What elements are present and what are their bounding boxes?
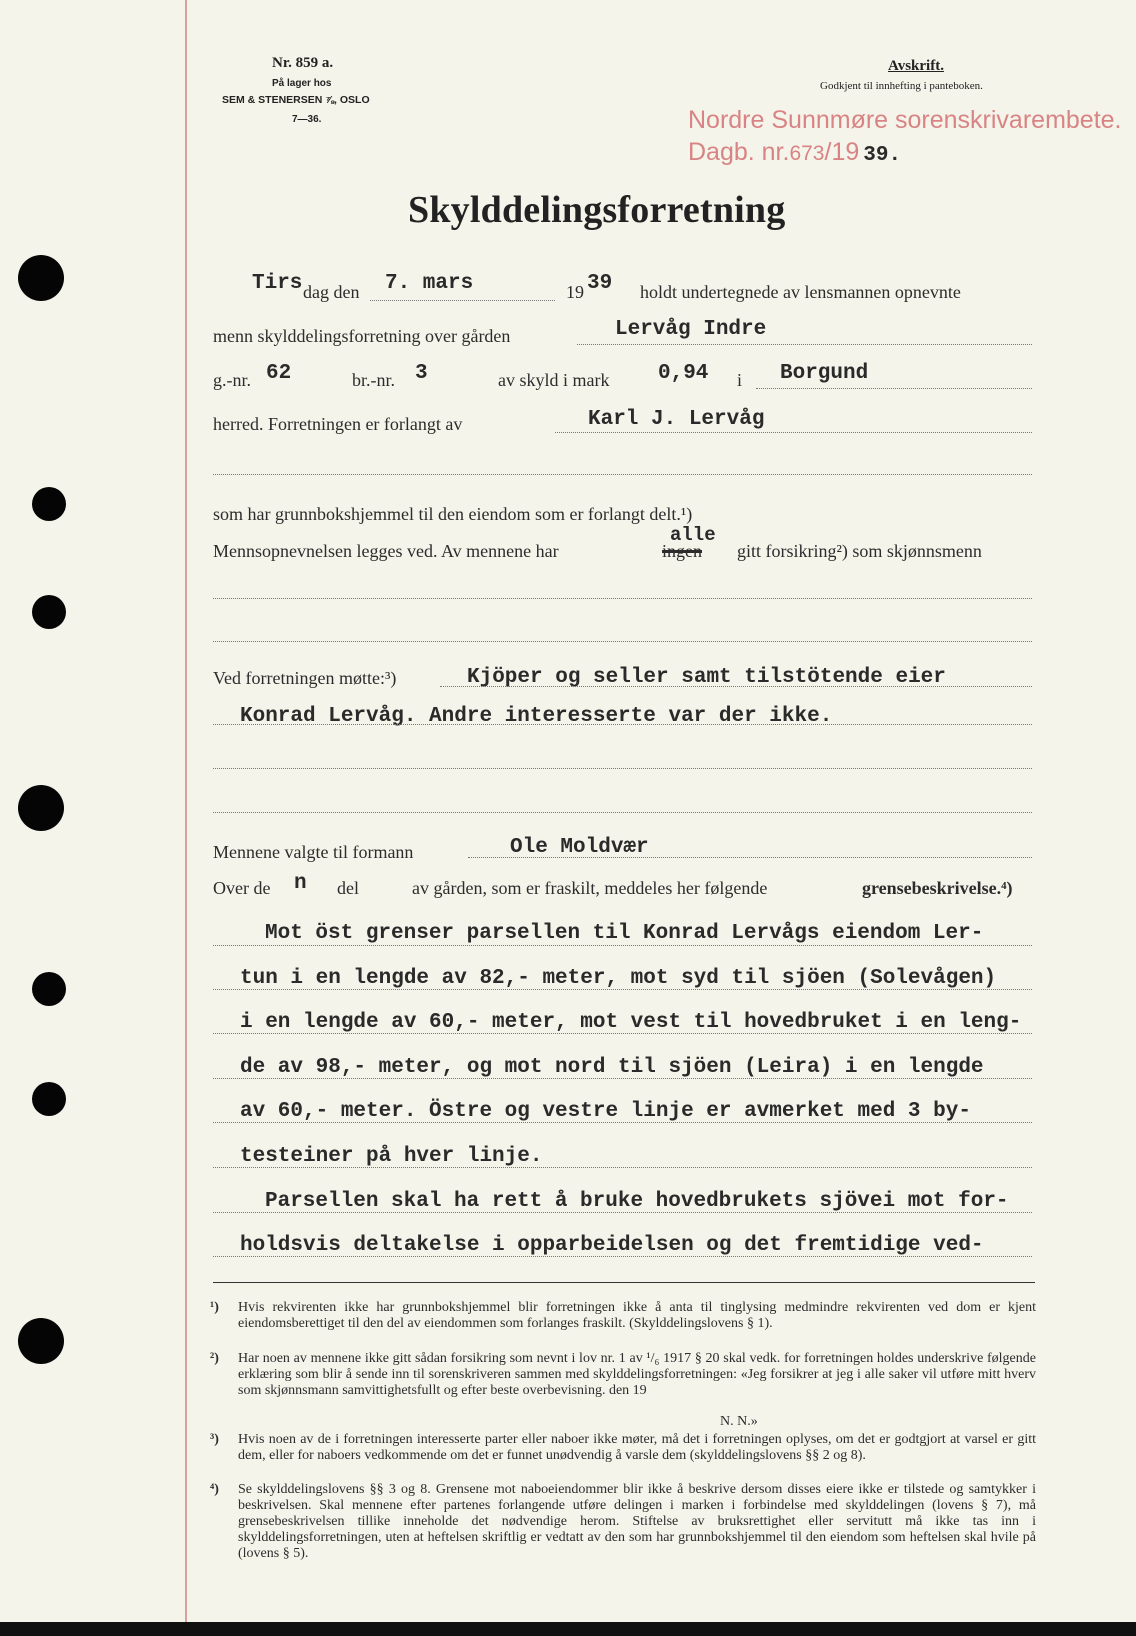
weekday-suffix: dag den (303, 282, 360, 302)
fill-line (213, 641, 1032, 642)
attended-line: Konrad Lervåg. Andre interesserte var der ikke. (240, 705, 833, 728)
fill-line (213, 1212, 1032, 1213)
fill-line (213, 598, 1032, 599)
fill-line (213, 1122, 1032, 1123)
journal-prefix: Dagb. nr. (688, 138, 790, 166)
fill-line (213, 1167, 1032, 1168)
boundary-intro: av gården, som er fraskilt, meddeles her følgende (412, 878, 768, 898)
del-label: del (337, 878, 359, 898)
publisher-date: 7—36. (292, 114, 322, 125)
opnevnelse-inserted: alle (670, 524, 716, 546)
year-typed: 39 (587, 272, 613, 295)
fill-line (468, 857, 1032, 858)
weekday-typed: Tirs (252, 272, 303, 295)
punch-hole (18, 785, 64, 831)
over-label: Over de (213, 878, 271, 898)
fill-line (213, 1033, 1032, 1034)
bnr-label: br.-nr. (352, 370, 395, 390)
journal-year-prefix: /19 (824, 138, 860, 166)
scan-edge (0, 1622, 1136, 1636)
copy-label: Avskrift. (888, 58, 944, 74)
attended-line: Kjöper og seller samt tilstötende eier (467, 666, 946, 689)
office-stamp: Nordre Sunnmøre sorenskrivarembete. (688, 106, 1122, 134)
opnevnelse-text: Mennsopnevnelsen legges ved. Av mennene har (213, 541, 559, 561)
footnote-rule (213, 1282, 1035, 1283)
punch-hole (18, 255, 64, 301)
opnevnelse-struck: ingen (662, 541, 702, 561)
requester: Karl J. Lervåg (588, 408, 765, 431)
over-value: n (294, 872, 307, 895)
document-title: Skylddelingsforretning (408, 189, 786, 231)
footnote-text: Se skylddelingslovens §§ 3 og 8. Grensene mot naboeiendommer blir ikke å beskrive dersom disses eiere ikke er tilstede og samtykker i beskrivelsen. Skal mennene efter partenes forlangende utføre delingen i marken i forbindelse med skylddelingen (lovens § 7), må grensebeskrivelsen tillike inneholde det nødvendige herom. Stiftelse av bruksrettighet eller servitutt må ikke tas inn i skylddelingsforretningen, uten at heftelsen skriftlig er vedtatt av den som har grunnbokshjemmel til den eiendom som heftelsen skal hvile på (lovens § 5). (238, 1482, 1036, 1561)
held-text: holdt undertegnede av lensmannen opnevnte (640, 282, 961, 302)
publisher-line: På lager hos (272, 78, 332, 89)
chairman-name: Ole Moldvær (510, 836, 649, 859)
fill-line (756, 388, 1032, 389)
publisher-name: SEM & STENERSEN ⅞, OSLO (222, 94, 370, 106)
bnr-value: 3 (415, 362, 428, 385)
punch-hole (32, 487, 66, 521)
fill-line (213, 1256, 1032, 1257)
gnr-value: 62 (266, 362, 292, 385)
boundary-line: i en lengde av 60,- meter, mot vest til hovedbruket i en leng- (240, 1011, 1022, 1034)
footnote-text: Har noen av mennene ikke gitt sådan forsikring som nevnt i lov nr. 1 av ¹/₆ 1917 § 20 skal vedk. for forretningen holdes underskrive følgende erklæring som blir å sende inn til sorenskriveren sammen med skylddelingsforretningen: «Jeg forsikrer at jeg i alle saker vil utføre mitt hverv som skjønnsmann samvittighetsfullt og efter beste overbevisning. den 19 (238, 1351, 1036, 1398)
fill-line (213, 989, 1032, 990)
fill-line (440, 686, 1032, 687)
footnote-text: Hvis rekvirenten ikke har grunnbokshjemmel blir forretningen ikke å anta til tinglysing medmindre rekvirenten ved dom er kjent eiendomsberettiget til den del av eiendommen som forlanges fraskilt. (Skylddelingslovens § 1). (238, 1300, 1036, 1331)
punch-hole (18, 1318, 64, 1364)
footnote-signature-text: N. N.» (720, 1414, 758, 1429)
margin-rule (185, 0, 187, 1636)
journal-year: 39. (863, 144, 902, 167)
boundary-line: de av 98,- meter, og mot nord til sjöen (Leira) i en lengde (240, 1056, 984, 1079)
boundary-line: Mot öst grenser parsellen til Konrad Lervågs eiendom Ler- (265, 922, 984, 945)
municipality: Borgund (780, 362, 869, 385)
fill-line (213, 812, 1032, 813)
year-prefix: 19 (566, 282, 584, 302)
in-label: i (737, 370, 743, 390)
journal-stamp (688, 138, 901, 167)
footnote (210, 1432, 1036, 1464)
boundary-line: testeiner på hver linje. (240, 1145, 543, 1168)
footnote-number: ⁴) (210, 1482, 219, 1497)
punch-hole (32, 972, 66, 1006)
punch-hole (32, 595, 66, 629)
fill-line (213, 474, 1032, 475)
date-typed: 7. mars (385, 272, 474, 295)
punch-hole (32, 1082, 66, 1116)
footnote-number: ¹) (210, 1300, 219, 1315)
footnote (210, 1482, 1036, 1562)
farm-name: Lervåg Indre (615, 318, 767, 341)
skyld-label: av skyld i mark (498, 370, 610, 390)
fill-line (213, 724, 1032, 725)
footnote-signature (720, 1414, 840, 1430)
boundary-line: av 60,- meter. Östre og vestre linje er avmerket med 3 by- (240, 1100, 971, 1123)
footnote-number: ³) (210, 1432, 219, 1447)
form-number: Nr. 859 a. (272, 55, 334, 71)
footnote-text: Hvis noen av de i forretningen interesserte parter eller naboer ikke møter, må det i forretningen oplyses, om det er godtgjort at varsel er gitt dem, eller for naboers vedkommende om det er funnet unødvendig å varsle dem (skylddelingslovens §§ 2 og 8). (238, 1432, 1036, 1463)
herred-label: herred. Forretningen er forlangt av (213, 414, 463, 434)
footnote (210, 1300, 1036, 1332)
skyld-value: 0,94 (658, 362, 709, 385)
gnr-label: g.-nr. (213, 370, 251, 390)
boundary-line: Parsellen skal ha rett å bruke hovedbrukets sjövei mot for- (265, 1190, 1009, 1213)
boundary-line: holdsvis deltakelse i opparbeidelsen og det fremtidige ved- (240, 1234, 984, 1257)
footnote-number: ²) (210, 1351, 219, 1366)
fill-line (370, 300, 555, 301)
fill-line (213, 945, 1032, 946)
grunnbok-text: som har grunnbokshjemmel til den eiendom som er forlangt delt.¹) (213, 504, 693, 524)
fill-line (213, 768, 1032, 769)
boundary-line: tun i en lengde av 82,- meter, mot syd til sjöen (Solevågen) (240, 967, 997, 990)
boundary-heading: grensebeskrivelse.⁴) (862, 878, 1013, 898)
copy-note: Godkjent til innhefting i panteboken. (820, 80, 983, 92)
footnote (210, 1351, 1036, 1399)
fill-line (213, 1078, 1032, 1079)
opnevnelse-end: gitt forsikring²) som skjønnsmenn (737, 541, 982, 561)
attended-label: Ved forretningen møtte:³) (213, 668, 397, 688)
chairman-label: Mennene valgte til formann (213, 842, 414, 862)
fill-line (577, 344, 1032, 345)
farm-label: menn skylddelingsforretning over gården (213, 326, 511, 346)
journal-number: 673 (789, 142, 825, 165)
fill-line (555, 432, 1032, 433)
